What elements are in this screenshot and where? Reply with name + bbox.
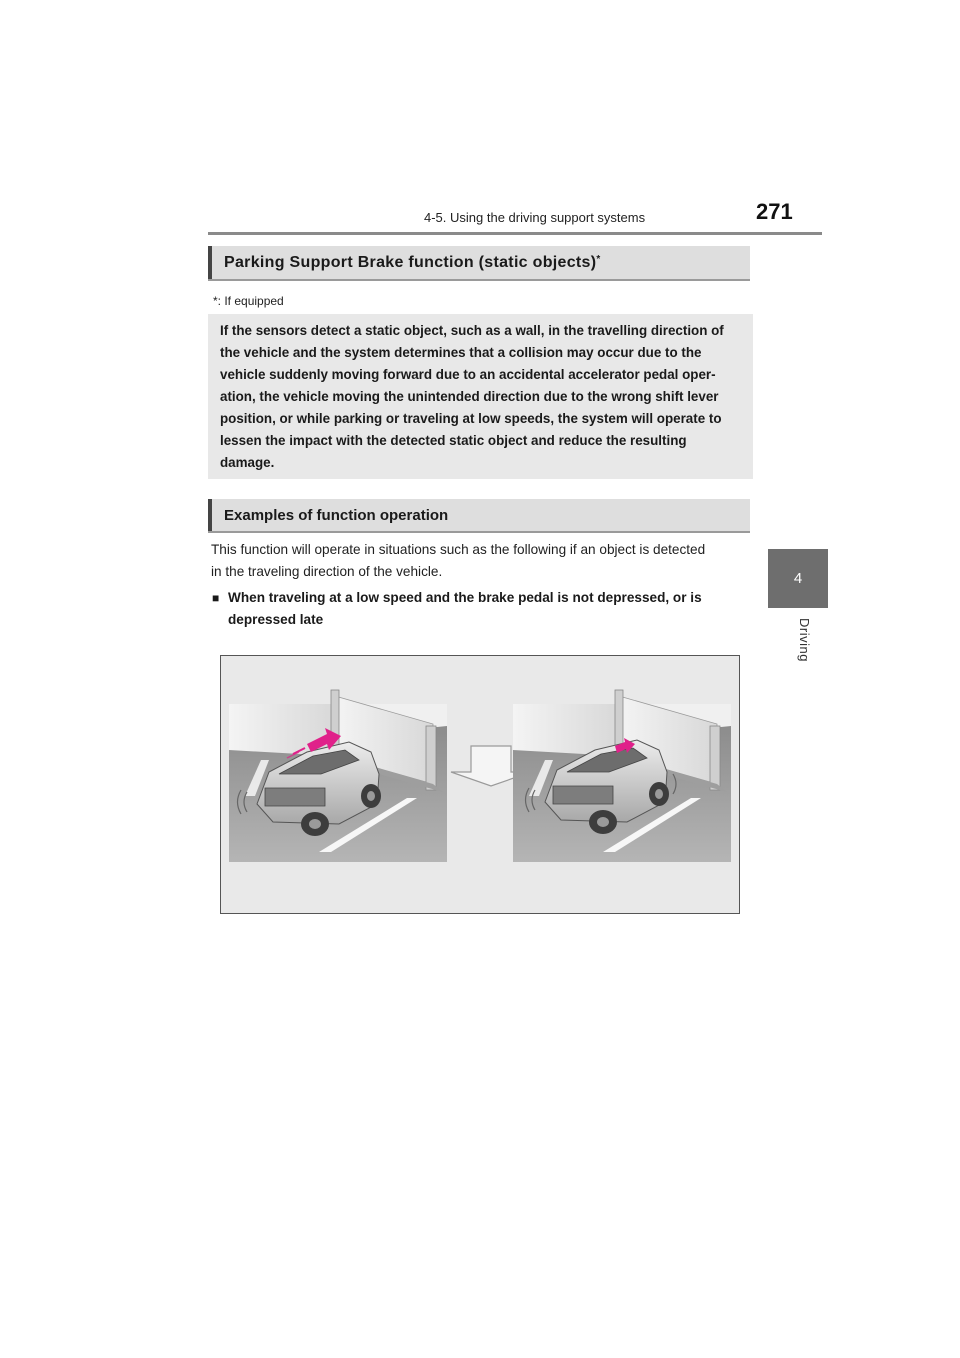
- subsection-title-bar: [208, 499, 750, 531]
- summary-line: vehicle suddenly moving forward due to an accidental accelerator pedal oper-: [220, 367, 716, 382]
- summary-box: [208, 314, 753, 479]
- header-section-title: 4-5. Using the driving support systems: [424, 210, 646, 225]
- wall-post: [426, 726, 436, 790]
- body-line: This function will operate in situations such as the following if an object is detected: [211, 542, 706, 557]
- section-title: Parking Support Brake function (static objects): [224, 253, 597, 271]
- bullet-line: When traveling at a low speed and the brake pedal is not depressed, or is: [228, 590, 702, 605]
- section-title-bar: [208, 246, 750, 279]
- summary-line: damage.: [220, 455, 275, 470]
- equipment-footnote: *: If equipped: [213, 294, 284, 308]
- chapter-number: 4: [793, 570, 803, 587]
- scene-after: [513, 690, 731, 862]
- chapter-tab: [768, 549, 828, 608]
- summary-line: lessen the impact with the detected static object and reduce the resulting: [220, 433, 687, 448]
- page-number: 271: [756, 199, 793, 224]
- wall-post: [710, 726, 720, 790]
- summary-line: position, or while parking or traveling at low speeds, the system will operate to: [220, 411, 722, 426]
- function-illustration: [220, 655, 740, 914]
- header-divider: [208, 232, 822, 235]
- chapter-label: Driving: [797, 618, 812, 662]
- square-bullet-icon: ■: [212, 591, 220, 605]
- scene-before: [229, 690, 447, 862]
- summary-line: the vehicle and the system determines that a collision may occur due to the: [220, 345, 702, 360]
- wall-left: [229, 704, 335, 756]
- body-line: in the traveling direction of the vehicle.: [211, 564, 443, 579]
- illustration-svg: [221, 656, 739, 913]
- bullet-text: [228, 587, 702, 631]
- subsection-title: Examples of function operation: [224, 506, 449, 524]
- bullet-line: depressed late: [228, 612, 324, 627]
- summary-line: If the sensors detect a static object, such as a wall, in the travelling direction of: [220, 323, 724, 338]
- section-title-marker: *: [596, 254, 601, 265]
- bullet-item: [212, 587, 752, 631]
- body-paragraph: [211, 539, 751, 583]
- summary-line: ation, the vehicle moving the unintended direction due to the wrong shift lever: [220, 389, 719, 404]
